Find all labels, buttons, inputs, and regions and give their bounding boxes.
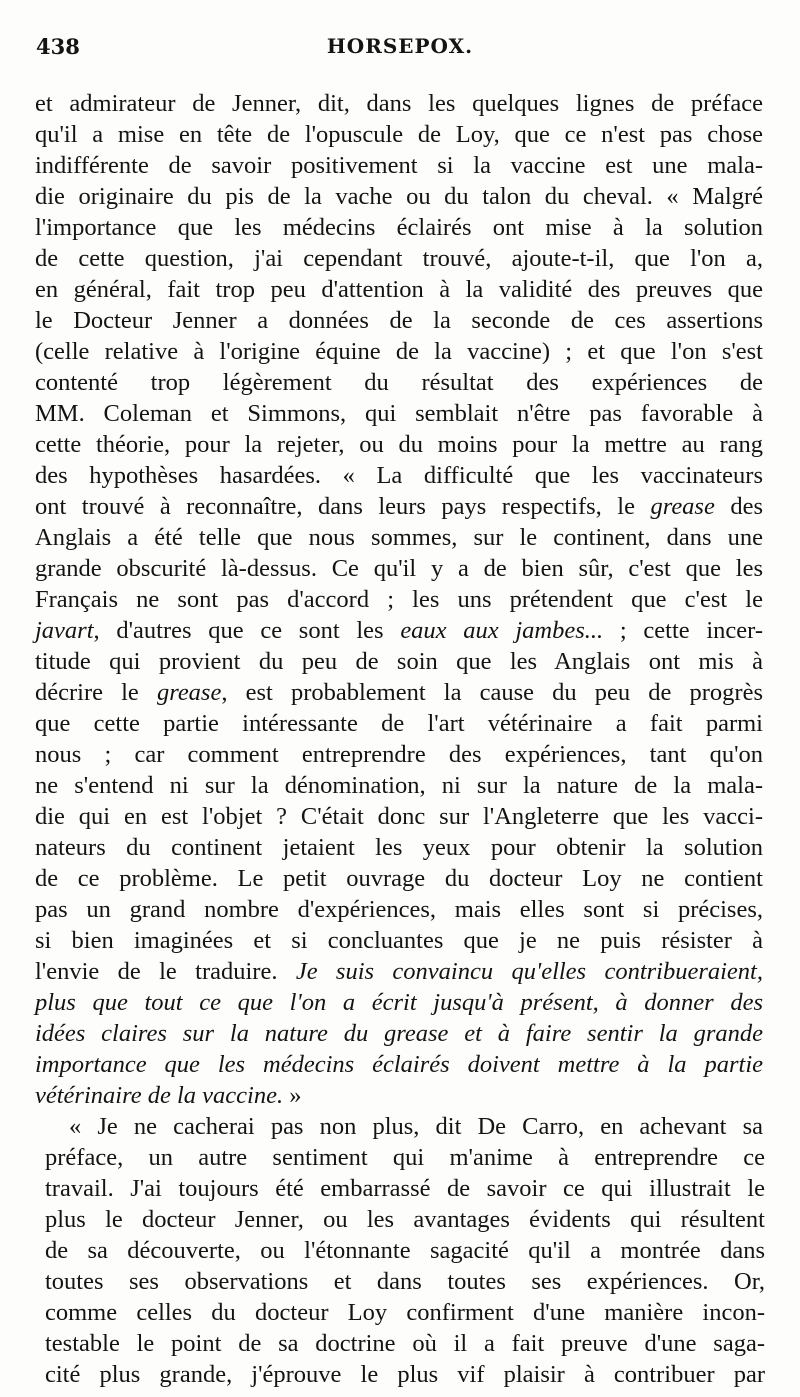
text-line [35, 894, 763, 925]
text-line [35, 1049, 763, 1080]
text-segment: indifférente de savoir positivement si la vaccine est une mala- [35, 152, 763, 179]
text-line [35, 367, 763, 398]
text-line [35, 832, 763, 863]
text-segment: MM. Coleman et Simmons, qui semblait n'être pas favorable à [35, 400, 763, 427]
text-line [45, 1328, 765, 1359]
text-segment: titude qui provient du peu de soin que les Anglais ont mis à [35, 648, 763, 675]
text-segment: contenté trop légèrement du résultat des expériences de [35, 369, 763, 396]
text-segment: des hypothèses hasardées. « La difficulté que les vaccinateurs [35, 462, 763, 489]
text-segment: die qui en est l'objet ? C'était donc sur l'Angleterre que les vacci- [35, 803, 763, 830]
text-line [35, 801, 763, 832]
text-line [35, 646, 763, 677]
text-segment: que cette partie intéressante de l'art vétérinaire a fait parmi [35, 710, 763, 737]
text-line [35, 460, 763, 491]
text-segment: » [283, 1082, 302, 1109]
text-line [35, 491, 763, 522]
text-segment: grande obscurité là-dessus. Ce qu'il y a de bien sûr, c'est que les [35, 555, 763, 582]
text-line [45, 1204, 765, 1235]
italic-text-segment: eaux aux jambes... [400, 617, 604, 644]
text-line [35, 584, 763, 615]
text-line [35, 739, 763, 770]
text-line [35, 615, 763, 646]
text-segment: pas un grand nombre d'expériences, mais elles sont si précises, [35, 896, 763, 923]
text-line [35, 429, 763, 460]
text-segment: de ce problème. Le petit ouvrage du docteur Loy ne contient [35, 865, 763, 892]
text-segment: ; cette incer- [603, 617, 763, 644]
text-line [35, 212, 763, 243]
text-segment: ne s'entend ni sur la dénomination, ni sur la nature de la mala- [35, 772, 763, 799]
text-segment: cette théorie, pour la rejeter, ou du moins pour la mettre au rang [35, 431, 763, 458]
text-line [35, 553, 763, 584]
text-segment: préface, un autre sentiment qui m'anime à entreprendre ce [45, 1144, 765, 1171]
text-segment: et admirateur de Jenner, dit, dans les quelques lignes de préface [35, 90, 763, 117]
text-segment: le Docteur Jenner a données de la seconde de ces assertions [35, 307, 763, 334]
text-segment: plus le docteur Jenner, ou les avantages évidents qui résultent [45, 1206, 765, 1233]
text-segment: nous ; car comment entreprendre des expériences, tant qu'on [35, 741, 763, 768]
text-segment: die originaire du pis de la vache ou du talon du cheval. « Malgré [35, 183, 763, 210]
text-line [45, 1266, 765, 1297]
text-line [35, 863, 763, 894]
italic-text-segment: vétérinaire de la vaccine. [35, 1082, 284, 1109]
text-line [35, 522, 763, 553]
text-segment: « Je ne cacherai pas non plus, dit De Carro, en achevant sa [69, 1113, 763, 1140]
body-text [35, 88, 763, 1390]
italic-text-segment: grease [156, 679, 222, 706]
text-line [35, 119, 763, 150]
text-line [35, 1080, 763, 1111]
italic-text-segment: idées claires sur la nature du grease et à faire sentir la grande [35, 1020, 763, 1047]
text-segment: si bien imaginées et si concluantes que je ne puis résister à [35, 927, 763, 954]
italic-text-segment: grease [650, 493, 715, 520]
italic-text-segment: javart [35, 617, 94, 644]
text-line [35, 708, 763, 739]
text-segment: Anglais a été telle que nous sommes, sur le continent, dans une [35, 524, 763, 551]
text-line [35, 770, 763, 801]
text-line [35, 677, 763, 708]
italic-text-segment: Je suis convaincu qu'elles contribueraient, [295, 958, 763, 985]
text-line [35, 398, 763, 429]
running-title: HORSEPOX. [326, 34, 474, 58]
text-segment: des [714, 493, 763, 520]
text-line [35, 274, 763, 305]
text-segment: qu'il a mise en tête de l'opuscule de Loy, que ce n'est pas chose [35, 121, 763, 148]
text-line [35, 88, 763, 119]
text-segment: testable le point de sa doctrine où il a fait preuve d'une saga- [45, 1330, 765, 1357]
text-line [45, 1359, 765, 1390]
text-segment: en général, fait trop peu d'attention à la validité des preuves que [35, 276, 763, 303]
text-line [35, 956, 763, 987]
text-segment: ont trouvé à reconnaître, dans leurs pays respectifs, le [35, 493, 651, 520]
text-segment: travail. J'ai toujours été embarrassé de savoir ce qui illustrait le [45, 1175, 765, 1202]
text-segment: décrire le [35, 679, 157, 706]
text-segment: cité plus grande, j'éprouve le plus vif plaisir à contribuer par [45, 1361, 765, 1388]
text-line [45, 1235, 765, 1266]
text-line [45, 1142, 765, 1173]
page-number: 438 [36, 34, 80, 59]
text-line [35, 1111, 763, 1142]
text-segment: l'envie de le traduire. [35, 958, 296, 985]
text-segment: Français ne sont pas d'accord ; les uns prétendent que c'est le [35, 586, 763, 613]
italic-text-segment: importance que les médecins éclairés doivent mettre à la partie [35, 1051, 763, 1078]
text-line [35, 305, 763, 336]
text-line [35, 181, 763, 212]
text-segment: comme celles du docteur Loy confirment d'une manière incon- [45, 1299, 765, 1326]
text-line [35, 1018, 763, 1049]
text-segment: de sa découverte, ou l'étonnante sagacité qu'il a montrée dans [45, 1237, 765, 1264]
text-line [35, 925, 763, 956]
text-segment: de cette question, j'ai cependant trouvé, ajoute-t-il, que l'on a, [35, 245, 763, 272]
text-line [35, 987, 763, 1018]
text-line [45, 1297, 765, 1328]
text-segment: nateurs du continent jetaient les yeux pour obtenir la solution [35, 834, 763, 861]
text-segment: , est probablement la cause du peu de progrès [221, 679, 763, 706]
text-line [35, 336, 763, 367]
text-segment: , d'autres que ce sont les [93, 617, 401, 644]
italic-text-segment: plus que tout ce que l'on a écrit jusqu'à présent, à donner des [35, 989, 763, 1016]
text-segment: l'importance que les médecins éclairés ont mise à la solution [35, 214, 763, 241]
text-line [35, 243, 763, 274]
text-segment: (celle relative à l'origine équine de la vaccine) ; et que l'on s'est [35, 338, 763, 365]
text-segment: toutes ses observations et dans toutes ses expériences. Or, [45, 1268, 765, 1295]
running-head [36, 34, 764, 64]
text-line [45, 1173, 765, 1204]
text-line [35, 150, 763, 181]
